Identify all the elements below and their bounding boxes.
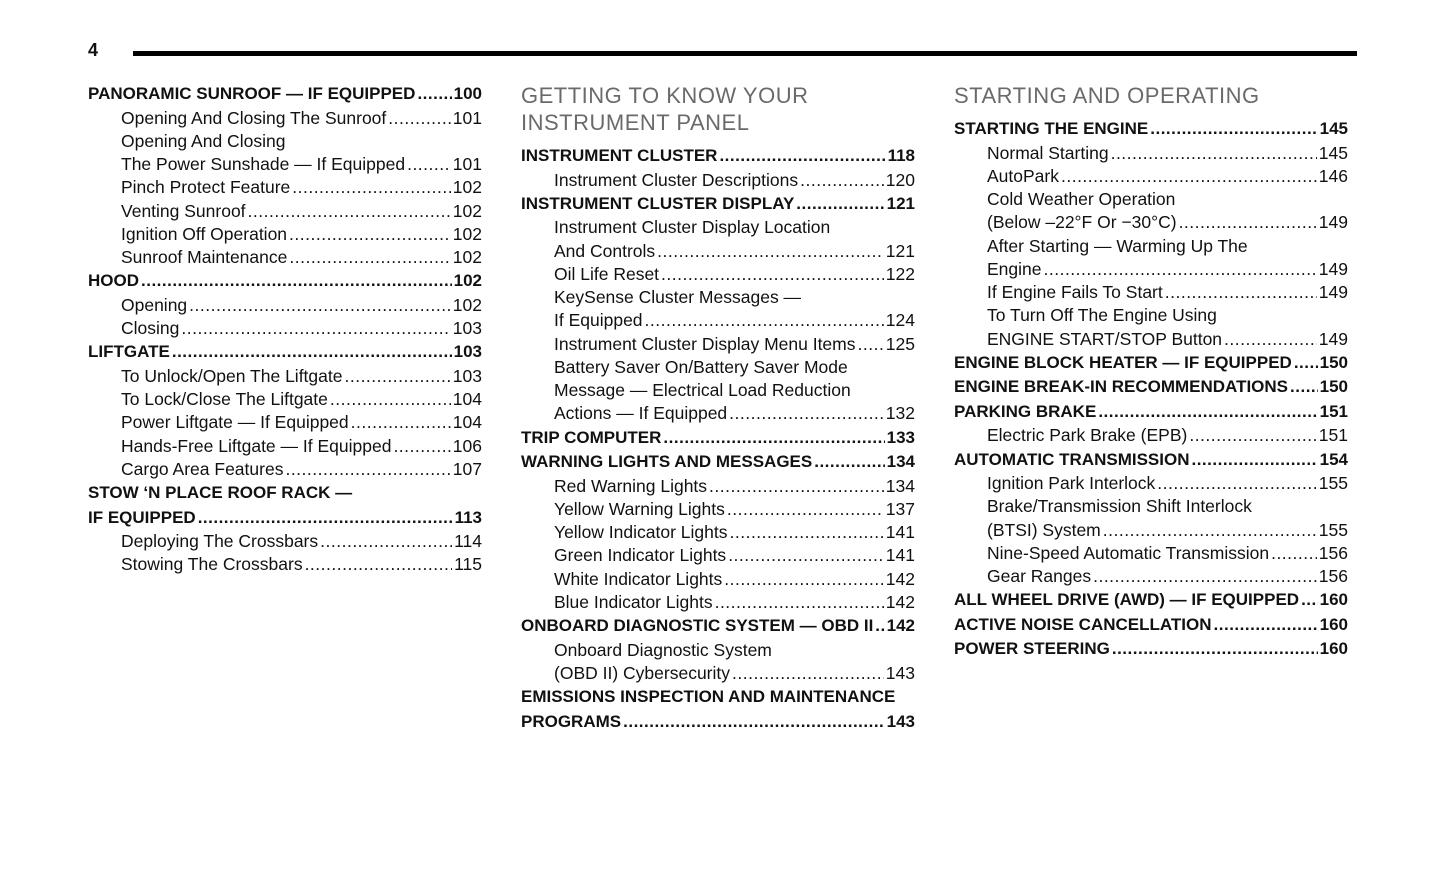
toc-page-number: 156 [1318, 566, 1348, 586]
toc-page-number: 156 [1318, 542, 1348, 563]
section-heading-line: INSTRUMENT PANEL [521, 110, 750, 135]
toc-entry-title: Cargo Area Features [121, 458, 284, 479]
dot-leader [645, 309, 884, 332]
dot-leader [330, 388, 451, 411]
toc-sub-entry[interactable] [88, 317, 482, 340]
toc-page-number: 104 [452, 389, 482, 409]
toc-entry-title: ONBOARD DIAGNOSTIC SYSTEM — OBD II [521, 616, 874, 635]
toc-sub-entry[interactable] [88, 107, 482, 130]
toc-page-number: 125 [885, 333, 915, 354]
toc-sub-entry[interactable] [521, 544, 915, 567]
toc-entry-title: And Controls [554, 240, 656, 261]
toc-entry-title: ACTIVE NOISE CANCELLATION [954, 614, 1212, 634]
toc-sub-entry [521, 639, 915, 662]
toc-entry-title: To Unlock/Open The Liftgate [121, 365, 343, 386]
toc-page-number: 154 [1319, 449, 1348, 469]
toc-sub-entry[interactable] [88, 435, 482, 458]
toc-heading-entry[interactable] [88, 269, 482, 294]
toc-entry-title: Battery Saver On/Battery Saver Mode [554, 356, 848, 377]
toc-page-number: 142 [885, 568, 915, 589]
dot-leader [1165, 281, 1317, 304]
toc-page-number: 121 [886, 193, 915, 213]
dot-leader [407, 153, 451, 176]
toc-entry-title: To Lock/Close The Liftgate [121, 389, 328, 409]
dot-leader [198, 506, 453, 531]
toc-sub-entry [954, 188, 1348, 211]
toc-entry-title: The Power Sunshade — If Equipped [121, 154, 406, 174]
toc-entry-title: To Turn Off The Engine Using [987, 305, 1217, 326]
dot-leader [289, 223, 451, 246]
toc-entry-title: Opening [121, 294, 188, 315]
toc-page-number: 149 [1318, 328, 1348, 349]
toc-heading-entry[interactable] [954, 375, 1348, 400]
toc-column-1 [88, 82, 482, 577]
toc-entry-title: EMISSIONS INSPECTION AND MAINTENANCE [521, 687, 896, 706]
toc-sub-entry[interactable] [954, 258, 1348, 281]
toc-entry-title: POWER STEERING [954, 639, 1110, 659]
toc-sub-entry[interactable] [954, 424, 1348, 447]
toc-entry-title: Red Warning Lights [554, 475, 708, 496]
section-heading-line: STARTING AND OPERATING [954, 83, 1260, 108]
dot-leader [661, 263, 884, 286]
toc-sub-entry [521, 286, 915, 309]
toc-page-number: 102 [452, 294, 482, 315]
toc-sub-entry[interactable] [521, 169, 915, 192]
toc-entry-title: Instrument Cluster Display Location [554, 217, 831, 238]
toc-page-number: 132 [885, 403, 915, 424]
toc-entry-title: HOOD [88, 271, 139, 291]
toc-sub-entry[interactable] [88, 200, 482, 223]
dot-leader [1301, 588, 1318, 613]
toc-entry-title: Instrument Cluster Display Menu Items [554, 333, 856, 354]
dot-leader [732, 662, 884, 685]
toc-page-number: 102 [452, 177, 482, 198]
dot-leader [1271, 542, 1317, 565]
toc-page-number: 150 [1319, 377, 1348, 397]
toc-page-number: 160 [1319, 590, 1348, 610]
toc-column-3 [954, 82, 1348, 662]
toc-entry-title: Gear Ranges [987, 566, 1092, 586]
toc-entry-title: Message — Electrical Load Reduction [554, 380, 851, 400]
dot-leader [1224, 328, 1317, 351]
toc-entry-title: Ignition Off Operation [121, 223, 288, 244]
dot-leader [1111, 142, 1317, 165]
toc-page-number: 103 [452, 318, 482, 338]
dot-leader [1150, 117, 1317, 142]
toc-entry-title: White Indicator Lights [554, 568, 723, 589]
toc-sub-entry [521, 216, 915, 239]
toc-entry-title: (Below –22°F Or −30°C) [987, 212, 1177, 233]
toc-entry-title: Actions — If Equipped [554, 403, 728, 424]
toc-page-number: 102 [452, 200, 482, 221]
toc-entry-title: If Engine Fails To Start [987, 282, 1163, 302]
toc-page-number: 155 [1318, 519, 1348, 540]
toc-entry-title: WARNING LIGHTS AND MESSAGES [521, 452, 813, 471]
dot-leader [800, 169, 884, 192]
toc-sub-entry[interactable] [521, 333, 915, 356]
toc-page-number: 113 [454, 507, 482, 527]
toc-entry-title: Stowing The Crossbars [121, 554, 303, 575]
toc-sub-entry[interactable] [954, 472, 1348, 495]
toc-heading-entry[interactable] [521, 614, 915, 639]
dot-leader [248, 200, 451, 223]
toc-heading-entry[interactable] [88, 506, 482, 531]
toc-entry-title: IF EQUIPPED [88, 507, 196, 527]
toc-page-number: 149 [1318, 258, 1348, 279]
toc-sub-entry[interactable] [88, 388, 482, 411]
dot-leader [1290, 375, 1318, 400]
toc-sub-entry[interactable] [521, 568, 915, 591]
toc-heading-entry[interactable] [954, 637, 1348, 662]
toc-heading-entry[interactable] [954, 613, 1348, 638]
toc-sub-entry[interactable] [88, 223, 482, 246]
toc-entry-title: INSTRUMENT CLUSTER DISPLAY [521, 193, 795, 213]
toc-heading-entry[interactable] [521, 426, 915, 451]
toc-page-number: 142 [885, 591, 915, 612]
dot-leader [1061, 165, 1317, 188]
toc-page-number: 121 [885, 240, 915, 261]
toc-entry-title: TRIP COMPUTER [521, 427, 662, 447]
toc-heading-entry[interactable] [521, 710, 915, 735]
toc-heading-entry[interactable] [521, 450, 915, 475]
toc-sub-entry[interactable] [954, 328, 1348, 351]
toc-page-number: 120 [885, 169, 915, 190]
toc-sub-entry [954, 495, 1348, 518]
dot-leader [1044, 258, 1317, 281]
toc-sub-entry[interactable] [88, 176, 482, 199]
toc-heading-entry[interactable] [954, 351, 1348, 376]
dot-leader [1189, 424, 1316, 447]
toc-sub-entry[interactable] [88, 530, 482, 553]
toc-entry-list [521, 144, 915, 734]
dot-leader [875, 614, 884, 639]
header-rule [133, 51, 1357, 56]
dot-leader [730, 521, 884, 544]
toc-entry-title: If Equipped [554, 310, 643, 331]
dot-leader [1093, 565, 1317, 588]
toc-entry-title: LIFTGATE [88, 342, 170, 362]
toc-page-number: 151 [1319, 401, 1348, 421]
toc-entry-title: After Starting — Warming Up The [987, 235, 1248, 256]
toc-entry-title: ENGINE START/STOP Button [987, 328, 1223, 349]
section-heading [954, 82, 1348, 109]
toc-heading-entry[interactable] [88, 82, 482, 107]
toc-sub-entry[interactable] [88, 458, 482, 481]
toc-sub-entry[interactable] [521, 309, 915, 332]
toc-heading-entry[interactable] [954, 117, 1348, 142]
dot-leader [729, 402, 884, 425]
toc-sub-entry[interactable] [521, 498, 915, 521]
toc-sub-entry[interactable] [954, 281, 1348, 304]
toc-page-number: 103 [453, 342, 482, 362]
toc-sub-entry[interactable] [954, 565, 1348, 588]
toc-page-number: 155 [1318, 473, 1348, 493]
dot-leader [663, 426, 884, 451]
toc-entry-title: Oil Life Reset [554, 263, 660, 284]
dot-leader [1179, 211, 1317, 234]
dot-leader [727, 498, 884, 521]
toc-entry-title: PANORAMIC SUNROOF — IF EQUIPPED [88, 84, 416, 103]
dot-leader [1294, 351, 1318, 376]
toc-page-number: 146 [1318, 165, 1348, 186]
toc-page-number: 104 [452, 412, 482, 433]
toc-entry-title: Opening And Closing The Sunroof [121, 107, 387, 128]
toc-page-number: 145 [1318, 142, 1348, 163]
toc-page-number: 141 [885, 522, 915, 542]
dot-leader [393, 435, 450, 458]
toc-entry-title: KeySense Cluster Messages — [554, 287, 802, 307]
toc-page-number: 124 [885, 310, 915, 331]
toc-entry-title: Brake/Transmission Shift Interlock [987, 496, 1252, 517]
dot-leader [351, 411, 451, 434]
toc-entry-title: Cold Weather Operation [987, 189, 1176, 209]
dot-leader [709, 475, 884, 498]
toc-page-number: 133 [886, 427, 915, 447]
toc-entry-title: AutoPark [987, 165, 1059, 186]
toc-page-number: 100 [453, 84, 482, 103]
dot-leader [623, 710, 885, 735]
toc-entry-title: (BTSI) System [987, 519, 1101, 540]
toc-page-number: 151 [1318, 425, 1348, 446]
dot-leader [1103, 519, 1317, 542]
dot-leader [715, 591, 884, 614]
toc-entry-title: INSTRUMENT CLUSTER [521, 146, 718, 165]
toc-sub-entry[interactable] [954, 165, 1348, 188]
toc-page-number: 143 [885, 662, 915, 683]
toc-entry-list [88, 82, 482, 577]
dot-leader [344, 365, 450, 388]
toc-entry-title: Pinch Protect Feature [121, 177, 291, 198]
toc-page-number: 101 [452, 107, 482, 128]
toc-entry-title: Green Indicator Lights [554, 545, 727, 566]
toc-heading-entry [521, 685, 915, 710]
toc-entry-title: Closing [121, 318, 180, 338]
toc-entry-title: STOW ‘N PLACE ROOF RACK — [88, 483, 353, 502]
toc-page-number: 134 [885, 475, 915, 496]
toc-entry-title: Yellow Indicator Lights [554, 522, 728, 542]
toc-page-number: 160 [1319, 639, 1348, 659]
toc-entry-title: ALL WHEEL DRIVE (AWD) — IF EQUIPPED [954, 590, 1300, 610]
toc-entry-title: Instrument Cluster Descriptions [554, 169, 799, 190]
dot-leader [289, 246, 450, 269]
toc-page-number: 102 [453, 271, 482, 291]
toc-entry-title: Engine [987, 258, 1042, 279]
toc-page-number: 149 [1318, 282, 1348, 302]
toc-sub-entry[interactable] [88, 294, 482, 317]
toc-sub-entry[interactable] [521, 402, 915, 425]
toc-entry-title: Venting Sunroof [121, 200, 246, 221]
toc-sub-entry[interactable] [88, 365, 482, 388]
dot-leader [1157, 472, 1317, 495]
toc-entry-list [954, 117, 1348, 662]
toc-page-number: 142 [886, 616, 915, 635]
toc-sub-entry [521, 356, 915, 379]
toc-sub-entry[interactable] [521, 240, 915, 263]
toc-entry-title: Opening And Closing [121, 130, 286, 151]
dot-leader [320, 530, 452, 553]
toc-page-number: 118 [887, 146, 915, 165]
toc-page-number: 137 [885, 498, 915, 519]
toc-sub-entry[interactable] [521, 591, 915, 614]
toc-sub-entry [954, 304, 1348, 327]
toc-sub-entry[interactable] [88, 553, 482, 576]
toc-page-number: 149 [1318, 212, 1348, 233]
toc-heading-entry[interactable] [954, 448, 1348, 473]
toc-page-number: 143 [886, 711, 915, 731]
toc-sub-entry [88, 130, 482, 153]
toc-page-number: 101 [452, 154, 482, 174]
toc-sub-entry[interactable] [954, 142, 1348, 165]
dot-leader [189, 294, 451, 317]
toc-page-number: 107 [452, 458, 482, 479]
section-heading-line: GETTING TO KNOW YOUR [521, 83, 809, 108]
toc-page-number: 141 [885, 545, 915, 566]
toc-sub-entry[interactable] [521, 263, 915, 286]
dot-leader [1098, 400, 1317, 425]
toc-page-number: 150 [1319, 352, 1348, 372]
toc-page-number: 115 [454, 554, 482, 575]
toc-sub-entry[interactable] [954, 211, 1348, 234]
dot-leader [417, 82, 451, 107]
toc-sub-entry[interactable] [954, 542, 1348, 565]
dot-leader [141, 269, 452, 294]
dot-leader [1112, 637, 1318, 662]
toc-entry-title: PARKING BRAKE [954, 401, 1097, 421]
toc-entry-title: Power Liftgate — If Equipped [121, 412, 349, 433]
toc-page-number: 103 [452, 365, 482, 386]
toc-entry-title: STARTING THE ENGINE [954, 119, 1149, 138]
toc-sub-entry[interactable] [521, 662, 915, 685]
dot-leader [724, 568, 884, 591]
dot-leader [285, 458, 450, 481]
toc-sub-entry[interactable] [88, 153, 482, 176]
toc-heading-entry[interactable] [88, 340, 482, 365]
toc-heading-entry[interactable] [954, 400, 1348, 425]
dot-leader [1191, 448, 1317, 473]
page-number: 4 [88, 40, 99, 60]
toc-page-number: 102 [452, 223, 482, 244]
toc-entry-title: Hands-Free Liftgate — If Equipped [121, 435, 392, 456]
toc-sub-entry[interactable] [521, 521, 915, 544]
toc-sub-entry[interactable] [521, 475, 915, 498]
dot-leader [719, 144, 885, 169]
toc-page-number: 106 [452, 435, 482, 456]
dot-leader [1214, 613, 1318, 638]
toc-entry-title: Electric Park Brake (EPB) [987, 425, 1188, 446]
toc-entry-title: (OBD II) Cybersecurity [554, 662, 730, 683]
toc-entry-title: PROGRAMS [521, 711, 622, 731]
toc-page-number: 134 [886, 452, 915, 471]
toc-sub-entry [521, 379, 915, 402]
toc-heading-entry [88, 481, 482, 506]
dot-leader [388, 107, 451, 130]
toc-entry-title: ENGINE BLOCK HEATER — IF EQUIPPED [954, 352, 1292, 372]
section-heading [521, 82, 915, 136]
dot-leader [181, 317, 450, 340]
toc-sub-entry[interactable] [88, 246, 482, 269]
dot-leader [858, 333, 884, 356]
toc-sub-entry[interactable] [954, 519, 1348, 542]
toc-entry-title: Onboard Diagnostic System [554, 639, 772, 660]
dot-leader [305, 553, 453, 576]
dot-leader [814, 450, 884, 475]
toc-entry-title: AUTOMATIC TRANSMISSION [954, 449, 1190, 469]
dot-leader [292, 176, 451, 199]
dot-leader [172, 340, 452, 365]
dot-leader [796, 192, 884, 217]
toc-heading-entry[interactable] [521, 144, 915, 169]
dot-leader [728, 544, 884, 567]
toc-column-2 [521, 82, 915, 734]
toc-page-number: 145 [1319, 119, 1348, 138]
toc-sub-entry [954, 235, 1348, 258]
toc-entry-title: ENGINE BREAK-IN RECOMMENDATIONS [954, 377, 1289, 397]
toc-page-number: 114 [454, 531, 482, 551]
toc-entry-title: Blue Indicator Lights [554, 591, 713, 612]
toc-entry-title: Yellow Warning Lights [554, 498, 725, 519]
toc-entry-title: Deploying The Crossbars [121, 531, 319, 551]
toc-sub-entry[interactable] [88, 411, 482, 434]
dot-leader [657, 240, 884, 263]
toc-page-number: 122 [885, 263, 915, 284]
toc-heading-entry[interactable] [521, 192, 915, 217]
toc-page-number: 102 [452, 247, 482, 267]
toc-heading-entry[interactable] [954, 588, 1348, 613]
toc-entry-title: Normal Starting [987, 142, 1109, 163]
toc-entry-title: Ignition Park Interlock [987, 473, 1156, 493]
toc-entry-title: Sunroof Maintenance [121, 247, 288, 267]
toc-page-number: 160 [1319, 614, 1348, 634]
toc-entry-title: Nine-Speed Automatic Transmission [987, 542, 1270, 563]
